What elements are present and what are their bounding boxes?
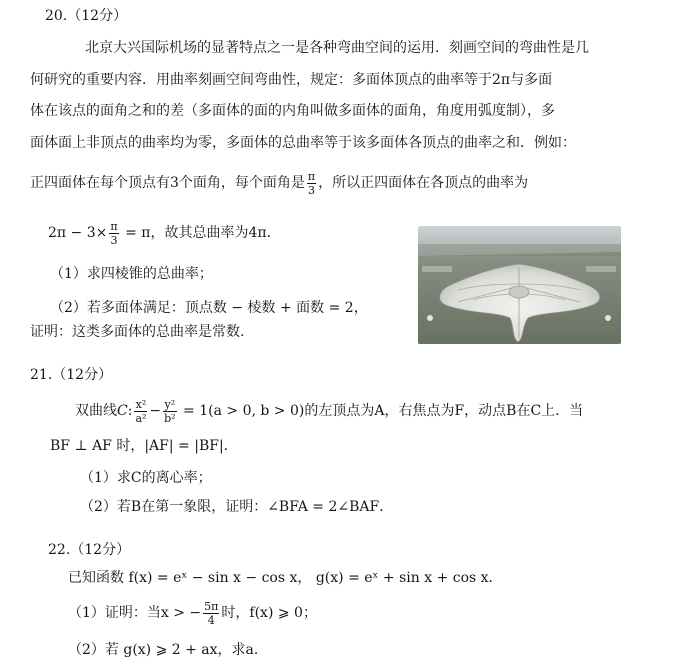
problem-20-line-5: 正四面体在每个顶点有3个面角，每个面角是 $\frac{\pi}{3}$ ，所以正四面体在各顶点的曲率为: [30, 169, 529, 197]
problem-22-question-1: （1）证明：当x > − $\frac{5\pi}{4}$ 时，f(x) ⩾ 0；: [68, 599, 317, 627]
problem-21-header: 21.（12分）: [30, 367, 113, 383]
fraction-pi-over-3: $\frac{\pi}{3}$: [110, 219, 118, 247]
airport-photo-drawing: [418, 226, 621, 344]
problem-21-question-2: （2）若B在第一象限，证明：∠BFA = 2∠BAF．: [80, 499, 394, 515]
problem-20-header: 20.（12分）: [45, 8, 128, 24]
fraction-5pi-over-4: $\frac{5\pi}{4}$: [204, 599, 219, 627]
problem-20-question-2-cont: 证明：这类多面体的总曲率是常数.: [30, 324, 245, 340]
airport-photo: [418, 226, 621, 344]
problem-20-line-6: 2π − 3× $\frac{\pi}{3}$ = π，故其总曲率为4π．: [48, 219, 281, 247]
problem-22-line-1: 已知函数 f(x) = eˣ − sin x − cos x， g(x) = eˣ + sin x + cos x．: [68, 570, 503, 586]
problem-21-line-2: BF ⊥ AF 时，|AF| = |BF|．: [50, 438, 238, 454]
problem-21-question-1: （1）求C的离心率；: [80, 470, 212, 486]
problem-20-question-1: （1）求四棱锥的总曲率；: [50, 266, 213, 282]
fraction-y2-over-b2: $\frac{\text{y²}}{\text{b²}}$: [164, 397, 176, 425]
fraction-pi-over-3: $\frac{\pi}{3}$: [307, 169, 316, 197]
problem-20-question-2: （2）若多面体满足：顶点数 − 棱数 + 面数 = 2，: [50, 300, 368, 316]
problem-20-line-3: 体在该点的面角之和的差（多面体的面的内角叫做多面体的面角，角度用弧度制），多: [30, 103, 555, 119]
problem-21-line-1: 双曲线C: $\frac{\text{x²}}{\text{a²}}$ − $\frac{\text{y²}}{\text{b²}}$ = 1(a > 0, b > 0)的左顶点为A，右焦点为F，动点B在C上．当: [75, 397, 584, 425]
problem-20-line-1: 北京大兴国际机场的显著特点之一是各种弯曲空间的运用．刻画空间的弯曲性是几: [85, 40, 589, 56]
problem-20-line-4: 面体面上非顶点的曲率均为零，多面体的总曲率等于该多面体各顶点的曲率之和．例如：: [30, 135, 576, 151]
problem-22-question-2: （2）若 g(x) ⩾ 2 + ax，求a．: [68, 642, 268, 658]
problem-22-header: 22.（12分）: [48, 542, 131, 558]
problem-20-line-2: 何研究的重要内容．用曲率刻画空间弯曲性，规定：多面体顶点的曲率等于2π与多面: [30, 72, 553, 88]
fraction-x2-over-a2: $\frac{\text{x²}}{\text{a²}}$: [135, 397, 147, 425]
